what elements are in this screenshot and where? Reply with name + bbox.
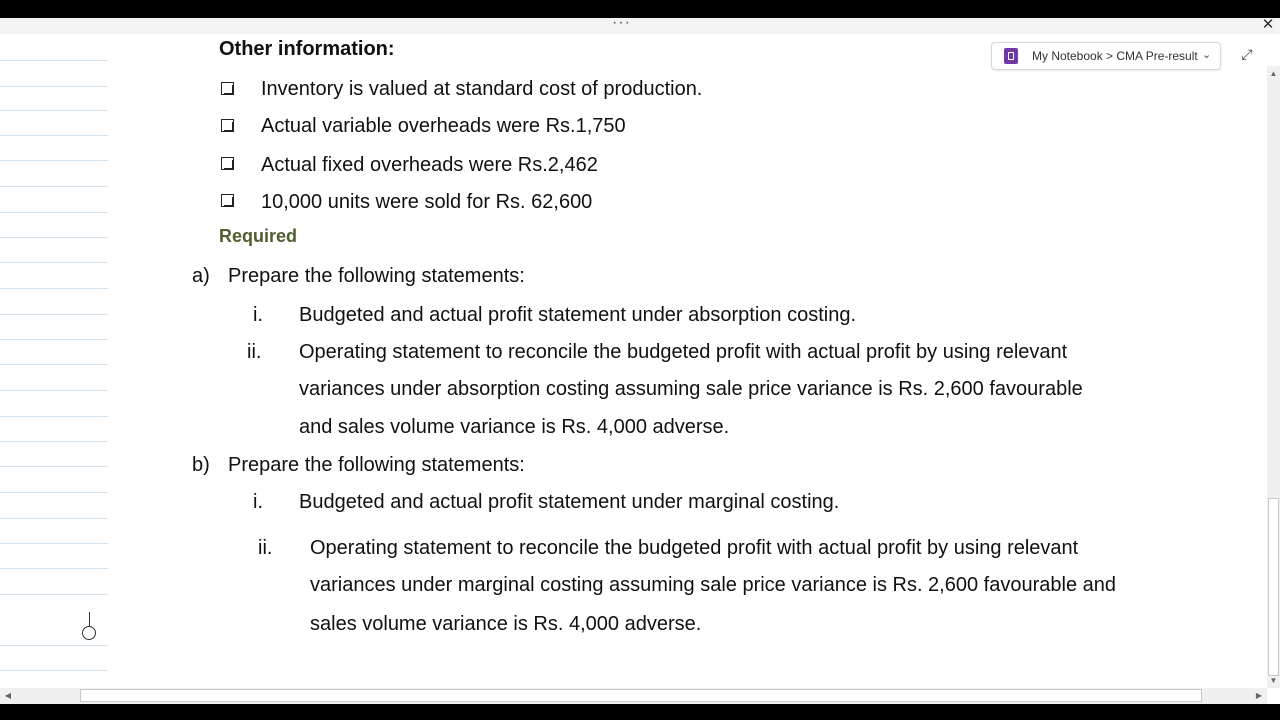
question-text: variances under absorption costing assuming sale price variance is Rs. 2,600 favourable [299, 378, 1083, 400]
close-icon[interactable]: ✕ [1261, 16, 1275, 33]
ruled-line [0, 594, 108, 595]
ruled-line [0, 237, 108, 238]
ruled-line [0, 160, 108, 161]
list-label: a) [192, 265, 210, 287]
ruled-line [0, 645, 108, 646]
ruled-line [0, 492, 108, 493]
required-heading: Required [219, 226, 298, 246]
ruled-line [0, 568, 108, 569]
scroll-up-arrow-icon[interactable]: ▲ [1269, 69, 1278, 78]
checkbox-bullet-icon [221, 157, 234, 170]
bullet-item: Inventory is valued at standard cost of production. [261, 78, 703, 100]
expand-icon[interactable]: ⤢ [1241, 46, 1253, 62]
checkbox-bullet-icon [221, 82, 234, 95]
window-more-dots[interactable]: ··· [612, 14, 631, 31]
checkbox-bullet-icon [221, 119, 234, 132]
question-text: sales volume variance is Rs. 4,000 adverse. [310, 613, 702, 635]
ruled-line [0, 110, 108, 111]
question-text: Prepare the following statements: [228, 454, 525, 476]
question-text: Budgeted and actual profit statement under absorption costing. [299, 304, 857, 326]
checkbox-bullet-icon [221, 194, 234, 207]
bullet-item: Actual variable overheads were Rs.1,750 [261, 115, 626, 137]
list-label: ii. [258, 537, 273, 559]
scroll-down-arrow-icon[interactable]: ▼ [1269, 676, 1278, 685]
question-text: Prepare the following statements: [228, 265, 525, 287]
vertical-scroll-thumb[interactable] [1268, 498, 1279, 676]
ruled-line [0, 86, 108, 87]
list-label: i. [253, 491, 263, 513]
onenote-icon [1004, 48, 1018, 64]
bottom-black-bar [0, 704, 1280, 720]
horizontal-scroll-thumb[interactable] [80, 689, 1202, 702]
list-label: ii. [247, 341, 262, 363]
scroll-right-arrow-icon[interactable]: ▶ [1255, 691, 1263, 700]
ruled-line [0, 466, 108, 467]
ruled-line [0, 262, 108, 263]
ruled-line [0, 212, 108, 213]
ruled-line [0, 60, 108, 61]
ruled-line [0, 441, 108, 442]
ruled-line [0, 135, 108, 136]
question-text: and sales volume variance is Rs. 4,000 adverse. [299, 416, 730, 438]
question-text: variances under marginal costing assuming sale price variance is Rs. 2,600 favourable and [310, 574, 1116, 596]
list-label: i. [253, 304, 263, 326]
ruled-line [0, 186, 108, 187]
notebook-path: My Notebook > CMA Pre-result [1032, 49, 1198, 63]
ruled-line [0, 518, 108, 519]
ruled-line [0, 416, 108, 417]
ruled-line [0, 339, 108, 340]
ruled-line [0, 670, 108, 671]
ruled-line [0, 390, 108, 391]
ruled-line [0, 314, 108, 315]
window-title-strip [0, 18, 1280, 34]
question-text: Operating statement to reconcile the budgeted profit with actual profit by using relevant [299, 341, 1068, 363]
bullet-item: 10,000 units were sold for Rs. 62,600 [261, 191, 593, 213]
drag-handle[interactable] [82, 626, 96, 640]
section-heading: Other information: [219, 38, 395, 60]
question-text: Operating statement to reconcile the budgeted profit with actual profit by using relevant [310, 537, 1079, 559]
notebook-location-selector[interactable] [991, 42, 1221, 70]
scroll-left-arrow-icon[interactable]: ◀ [4, 691, 12, 700]
chevron-down-icon[interactable]: ⌄ [1202, 49, 1212, 61]
question-text: Budgeted and actual profit statement under marginal costing. [299, 491, 840, 513]
list-label: b) [192, 454, 210, 476]
bullet-item: Actual fixed overheads were Rs.2,462 [261, 154, 598, 176]
ruled-line [0, 288, 108, 289]
ruled-line [0, 364, 108, 365]
ruled-line [0, 543, 108, 544]
top-black-bar [0, 0, 1280, 18]
